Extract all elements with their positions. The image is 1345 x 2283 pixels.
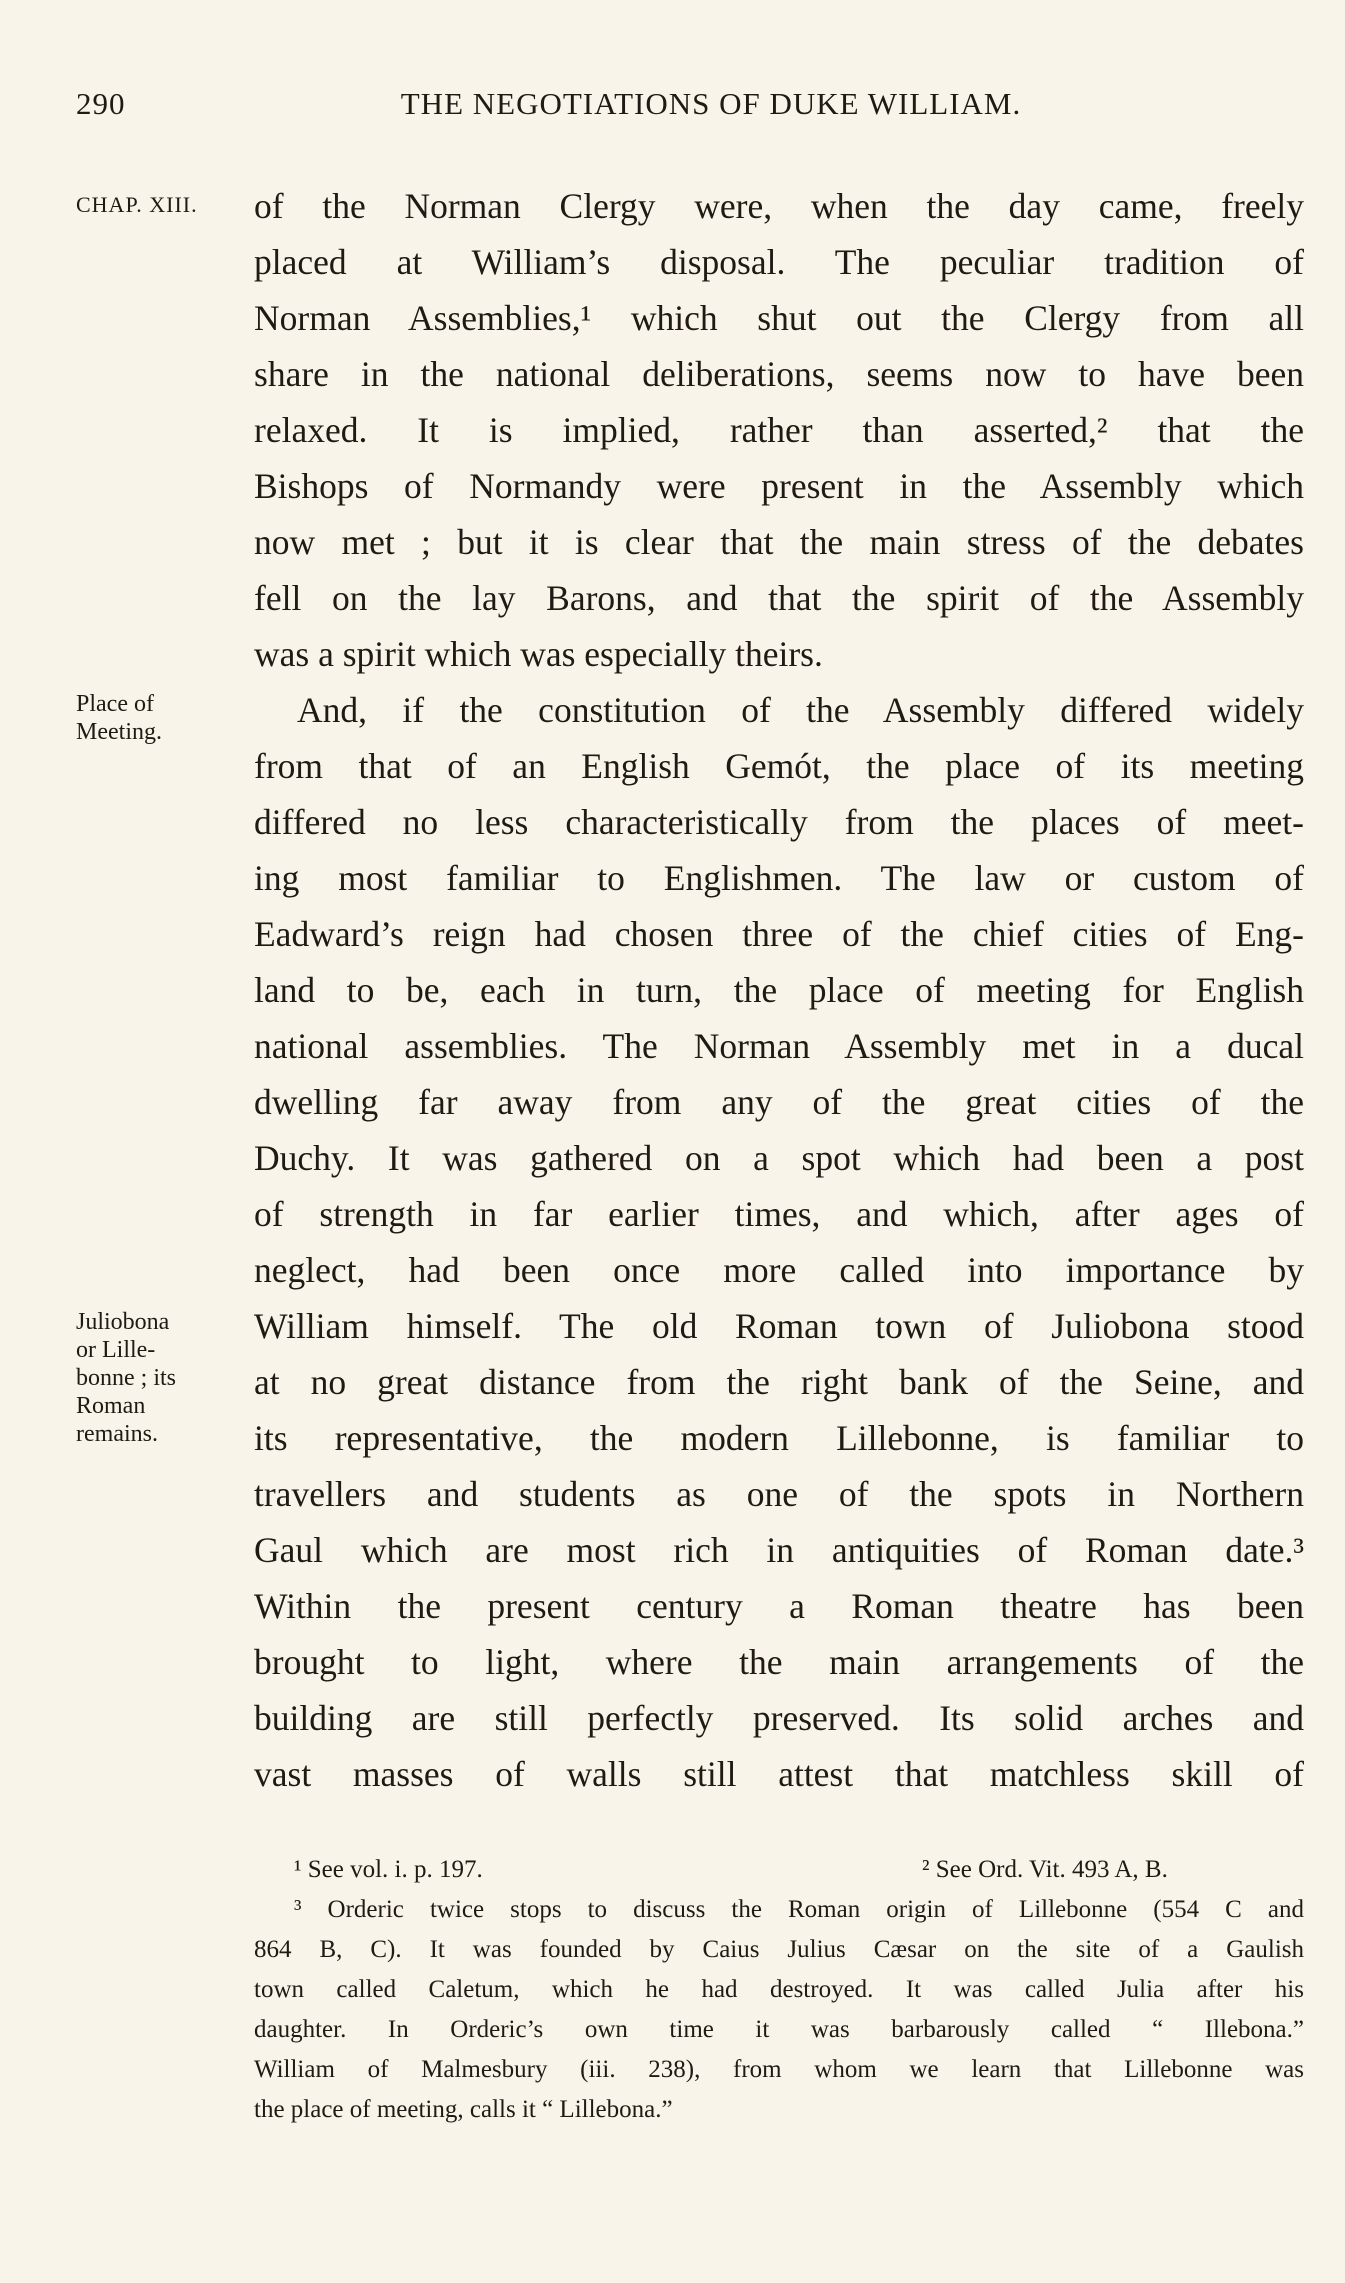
body-line: brought to light, where the main arrangements of the	[254, 1642, 1304, 1682]
body-line: ing most familiar to Englishmen. The law or custom of	[254, 858, 1304, 898]
body-line: its representative, the modern Lillebonne, is familiar to	[254, 1418, 1304, 1458]
side-note-line: Meeting.	[76, 719, 162, 745]
footnote-3-line: 864 B, C). It was founded by Caius Julius Cæsar on the site of a Gaulish	[254, 1936, 1304, 1963]
footnote-3-line: daughter. In Orderic’s own time it was barbarously called “ Illebona.”	[254, 2016, 1304, 2043]
body-line: Norman Assemblies,¹ which shut out the Clergy from all	[254, 298, 1304, 338]
page-number: 290	[76, 86, 126, 121]
body-line: from that of an English Gemót, the place of its meeting	[254, 746, 1304, 786]
running-head	[76, 86, 1306, 126]
side-note-line: Place of	[76, 691, 154, 717]
body-line: Eadward’s reign had chosen three of the chief cities of Eng-	[254, 914, 1304, 954]
body-line: Bishops of Normandy were present in the Assembly which	[254, 466, 1304, 506]
body-line: land to be, each in turn, the place of meeting for English	[254, 970, 1304, 1010]
side-note-juliobona	[76, 1308, 246, 1448]
body-line: Within the present century a Roman theatre has been	[254, 1586, 1304, 1626]
side-note-line: or Lille-	[76, 1337, 156, 1363]
side-note-line: bonne ; its	[76, 1365, 176, 1391]
body-line: national assemblies. The Norman Assembly met in a ducal	[254, 1026, 1304, 1066]
footnote-3-line: the place of meeting, calls it “ Lillebona.”	[254, 2096, 673, 2123]
footnote-row	[254, 1850, 1304, 1890]
body-line: now met ; but it is clear that the main stress of the debates	[254, 522, 1304, 562]
body-line: placed at William’s disposal. The peculiar tradition of	[254, 242, 1304, 282]
chapter-reference: CHAP. XIII.	[76, 192, 198, 217]
body-line: And, if the constitution of the Assembly differed widely	[297, 690, 1304, 730]
body-line: Gaul which are most rich in antiquities of Roman date.³	[254, 1530, 1304, 1570]
footnote-1: ¹ See vol. i. p. 197.	[294, 1856, 483, 1883]
body-line: William himself. The old Roman town of Juliobona stood	[254, 1306, 1304, 1346]
side-note-line: Roman	[76, 1393, 146, 1419]
body-line: neglect, had been once more called into importance by	[254, 1250, 1304, 1290]
running-title: THE NEGOTIATIONS OF DUKE WILLIAM.	[400, 86, 1022, 121]
body-line: travellers and students as one of the spots in Northern	[254, 1474, 1304, 1514]
body-line: relaxed. It is implied, rather than asserted,² that the	[254, 410, 1304, 450]
side-note-line: remains.	[76, 1421, 158, 1447]
body-line: was a spirit which was especially theirs.	[254, 634, 823, 674]
side-note-line: Juliobona	[76, 1309, 170, 1335]
body-line: dwelling far away from any of the great cities of the	[254, 1082, 1304, 1122]
footnote-3-line: town called Caletum, which he had destroyed. It was called Julia after his	[254, 1976, 1304, 2003]
body-line: vast masses of walls still attest that matchless skill of	[254, 1754, 1304, 1794]
body-line: Duchy. It was gathered on a spot which had been a post	[254, 1138, 1304, 1178]
body-line: of strength in far earlier times, and which, after ages of	[254, 1194, 1304, 1234]
footnote-3-line: ³ Orderic twice stops to discuss the Roman origin of Lillebonne (554 C and	[294, 1896, 1304, 1923]
footnotes	[254, 1850, 1304, 2130]
footnote-2: ² See Ord. Vit. 493 A, B.	[922, 1856, 1168, 1883]
body-line: building are still perfectly preserved. Its solid arches and	[254, 1698, 1304, 1738]
footnote-3-line: William of Malmesbury (iii. 238), from whom we learn that Lillebonne was	[254, 2056, 1304, 2083]
body-line: fell on the lay Barons, and that the spirit of the Assembly	[254, 578, 1304, 618]
side-note-place-of-meeting	[76, 690, 246, 746]
body-line: of the Norman Clergy were, when the day came, freely	[254, 186, 1304, 226]
body-line: differed no less characteristically from the places of meet-	[254, 802, 1304, 842]
body-text	[254, 178, 1304, 1802]
body-line: share in the national deliberations, seems now to have been	[254, 354, 1304, 394]
body-line: at no great distance from the right bank of the Seine, and	[254, 1362, 1304, 1402]
